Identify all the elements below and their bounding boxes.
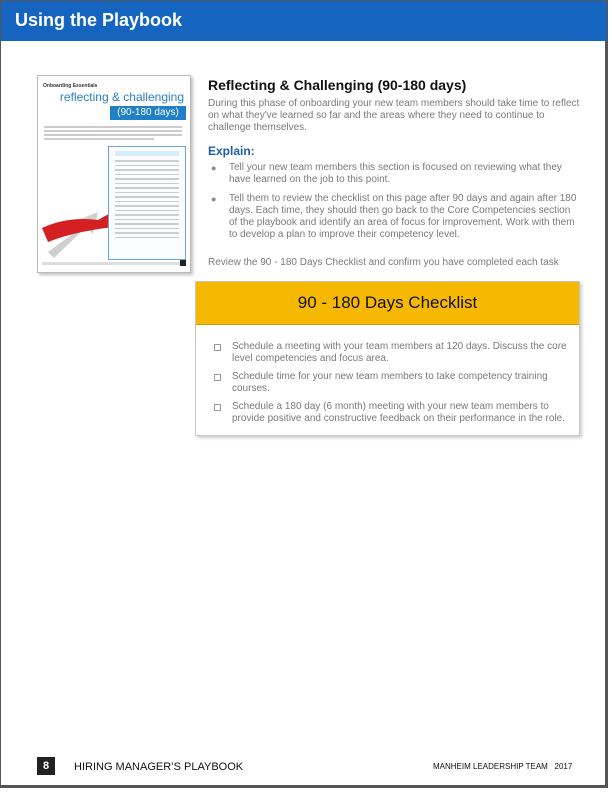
checklist-item-text: Schedule time for your new team members to take competency training courses. — [232, 371, 548, 394]
page-title: Using the Playbook — [15, 10, 183, 30]
header-bar — [1, 1, 607, 41]
playbook-page-thumbnail — [37, 75, 191, 273]
section-title: Reflecting & Challenging (90-180 days) — [208, 77, 467, 93]
list-item — [208, 162, 580, 186]
checklist-box — [195, 281, 580, 436]
bullet-text: Tell your new team members this section is focused on reviewing what they have learned on the job to this point. — [229, 162, 562, 185]
thumbnail-footer — [42, 262, 186, 265]
thumbnail-subtitle: (90-180 days) — [110, 106, 186, 120]
footer-team-year: MANHEIM LEADERSHIP TEAM 2017 — [433, 762, 573, 771]
checklist-header — [196, 282, 579, 325]
explain-list — [208, 162, 580, 248]
checkbox-icon — [214, 374, 221, 381]
checklist-item-text: Schedule a 180 day (6 month) meeting with your new team members to provide positive and constructive feedback on their performance in the role. — [232, 401, 565, 424]
checklist-item-text: Schedule a meeting with your team members at 120 days. Discuss the core level competencies and focus area. — [232, 341, 567, 364]
checklist-item — [210, 341, 568, 365]
checklist-item — [210, 371, 568, 395]
bullet-icon: ● — [211, 194, 217, 204]
thumbnail-page-number — [180, 260, 186, 266]
thumbnail-title: reflecting & challenging — [59, 90, 184, 104]
bullet-icon: ● — [211, 163, 217, 173]
footer-playbook-title: HIRING MANAGER’S PLAYBOOK — [74, 761, 244, 773]
thumbnail-text-lines — [44, 126, 182, 142]
checklist-items — [210, 341, 568, 431]
checklist-item — [210, 401, 568, 425]
explain-label: Explain: — [208, 144, 255, 158]
list-item — [208, 193, 580, 241]
checkbox-icon — [214, 404, 221, 411]
thumbnail-small-label: Onboarding Essentials — [43, 83, 98, 89]
section-intro: During this phase of onboarding your new team members should take time to reflect on what they've learned so far and the areas where they need to continue to challenge themselves. — [208, 98, 580, 133]
checkbox-icon — [214, 344, 221, 351]
bullet-text: Tell them to review the checklist on this page after 90 days and again after 180 days. Each time, they should then go back to the Core Competencies section of the playbook and identify an area of focus for improvement. Work with them to develop a plan to improve their competency level. — [229, 193, 577, 240]
thumbnail-checklist-box — [108, 146, 186, 260]
checklist-title: 90 - 180 Days Checklist — [297, 293, 478, 312]
page-number: 8 — [37, 757, 55, 775]
review-instruction: Review the 90 - 180 Days Checklist and confirm you have completed each task — [208, 257, 559, 268]
